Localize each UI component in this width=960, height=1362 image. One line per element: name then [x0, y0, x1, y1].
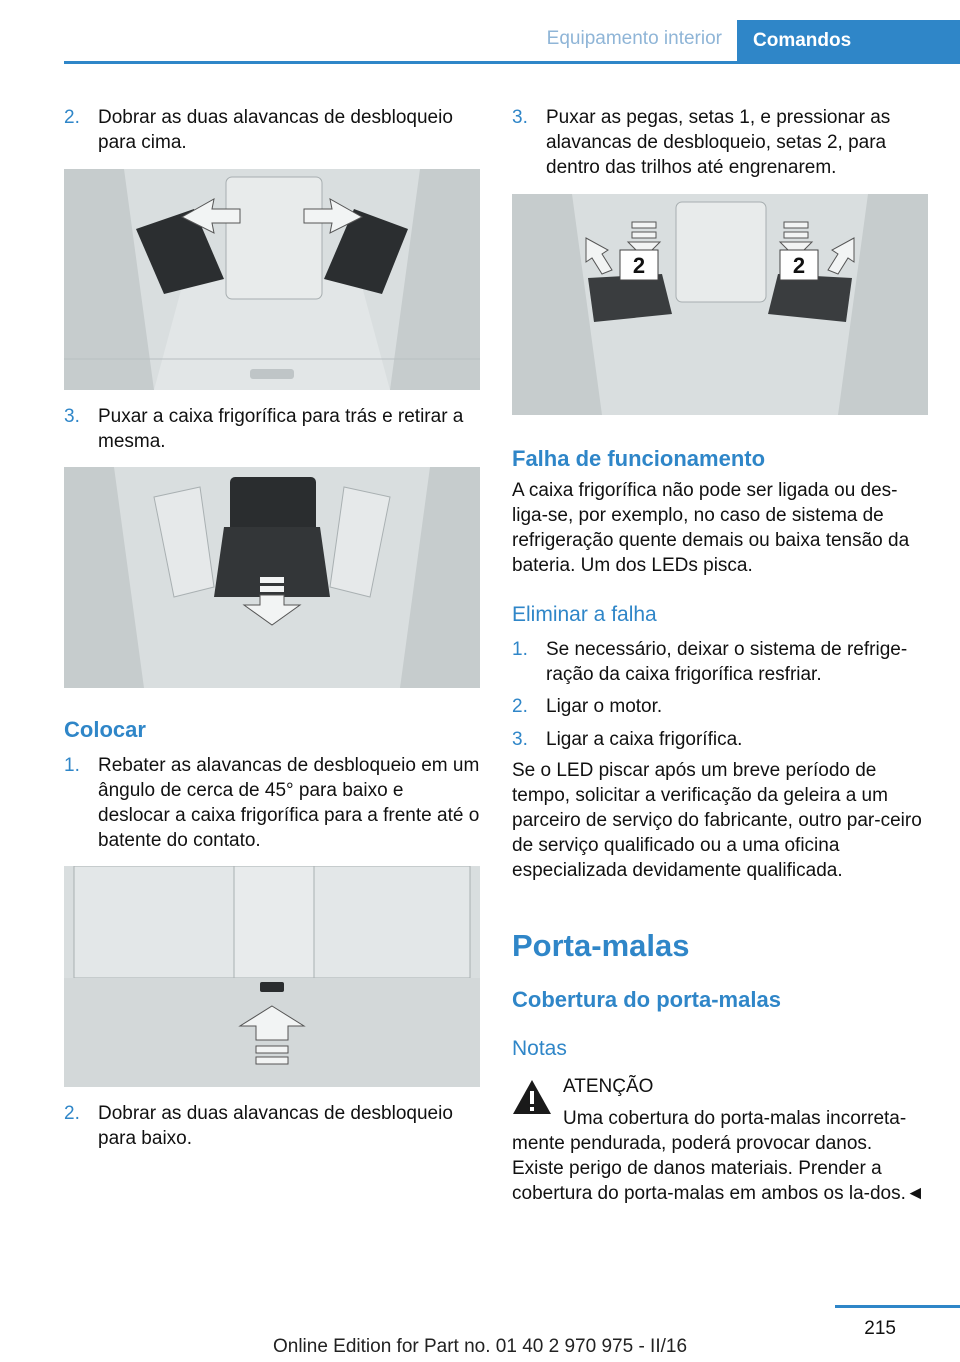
figure-slide-forward — [64, 866, 480, 1087]
falha-description: A caixa frigorífica não pode ser ligada ou des‐liga-se, por exemplo, no caso de sistema de refrigeração quente demais ou baixa tensão da bateria. Um dos LEDs pisca. — [512, 480, 910, 576]
right-list-step-2 — [512, 694, 928, 719]
header-rule — [64, 61, 960, 64]
step-number: 3. — [512, 107, 528, 128]
heading-colocar: Colocar — [64, 717, 146, 742]
heading-porta-malas: Porta-malas — [512, 928, 690, 963]
step-text: Rebater as alavancas de desbloqueio em um ângulo de cerca de 45° para baixo e deslocar a caixa frigorífica para a frente até o batente do contato. — [98, 755, 480, 851]
right-step-3-press — [512, 105, 928, 180]
step-number: 2. — [64, 107, 80, 128]
heading-cobertura: Cobertura do porta-malas — [512, 987, 781, 1012]
right-list-step-3 — [512, 727, 928, 752]
heading-eliminar-falha: Eliminar a falha — [512, 603, 657, 626]
right-list-step-1 — [512, 637, 928, 687]
left-step-3-remove — [64, 404, 480, 454]
step-number: 2. — [512, 696, 528, 717]
figure-label-2-right: 2 — [792, 253, 806, 278]
left-step-2-up — [64, 105, 480, 155]
step-number: 1. — [64, 755, 80, 776]
edition-footer: Online Edition for Part no. 01 40 2 970 975 - II/16 — [272, 1336, 688, 1357]
heading-notas: Notas — [512, 1037, 567, 1060]
figure-pull-cooler-box — [64, 467, 480, 688]
figure-levers-up — [64, 169, 480, 390]
header-chapter-tab: Comandos — [737, 20, 960, 64]
step-text: Puxar as pegas, setas 1, e pressionar as alavancas de desbloqueio, setas 2, para dentro das trilhos até engrenarem. — [546, 107, 891, 178]
step-text: Se necessário, deixar o sistema de refrige‐ração da caixa frigorífica resfriar. — [546, 639, 908, 685]
step-number: 1. — [512, 639, 528, 660]
heading-falha-funcionamento: Falha de funcionamento — [512, 446, 766, 471]
footer-rule — [835, 1305, 960, 1308]
warning-title: ATENÇÃO — [563, 1076, 654, 1097]
header-section-title: Equipamento interior — [546, 28, 722, 49]
led-instruction: Se o LED piscar após um breve período de tempo, solicitar a verificação da geleira a um parceiro de serviço do fabricante, outro par‐ceiro de serviço qualificado ou a uma oficina especializada devidamente qualificada. — [512, 760, 922, 881]
step-text: Dobrar as duas alavancas de desbloqueio para baixo. — [98, 1103, 453, 1149]
left-step-2-down — [64, 1101, 480, 1151]
left-step-1-insert — [64, 753, 480, 853]
step-text: Ligar o motor. — [546, 696, 663, 717]
figure-engage-rails — [512, 194, 928, 415]
step-text: Dobrar as duas alavancas de desbloqueio para cima. — [98, 107, 453, 153]
warning-text: Uma cobertura do porta-malas incorreta‐mente pendurada, poderá provocar danos. Existe perigo de danos materiais. Prender a cobertura do porta-malas em ambos os la‐dos.◄ — [512, 1108, 925, 1204]
step-number: 3. — [512, 729, 528, 750]
step-text: Puxar a caixa frigorífica para trás e retirar a mesma. — [98, 406, 464, 452]
step-text: Ligar a caixa frigorífica. — [546, 729, 743, 750]
page-number: 215 — [864, 1318, 896, 1339]
step-number: 2. — [64, 1103, 80, 1124]
step-number: 3. — [64, 406, 80, 427]
figure-label-2-left: 2 — [632, 253, 646, 278]
